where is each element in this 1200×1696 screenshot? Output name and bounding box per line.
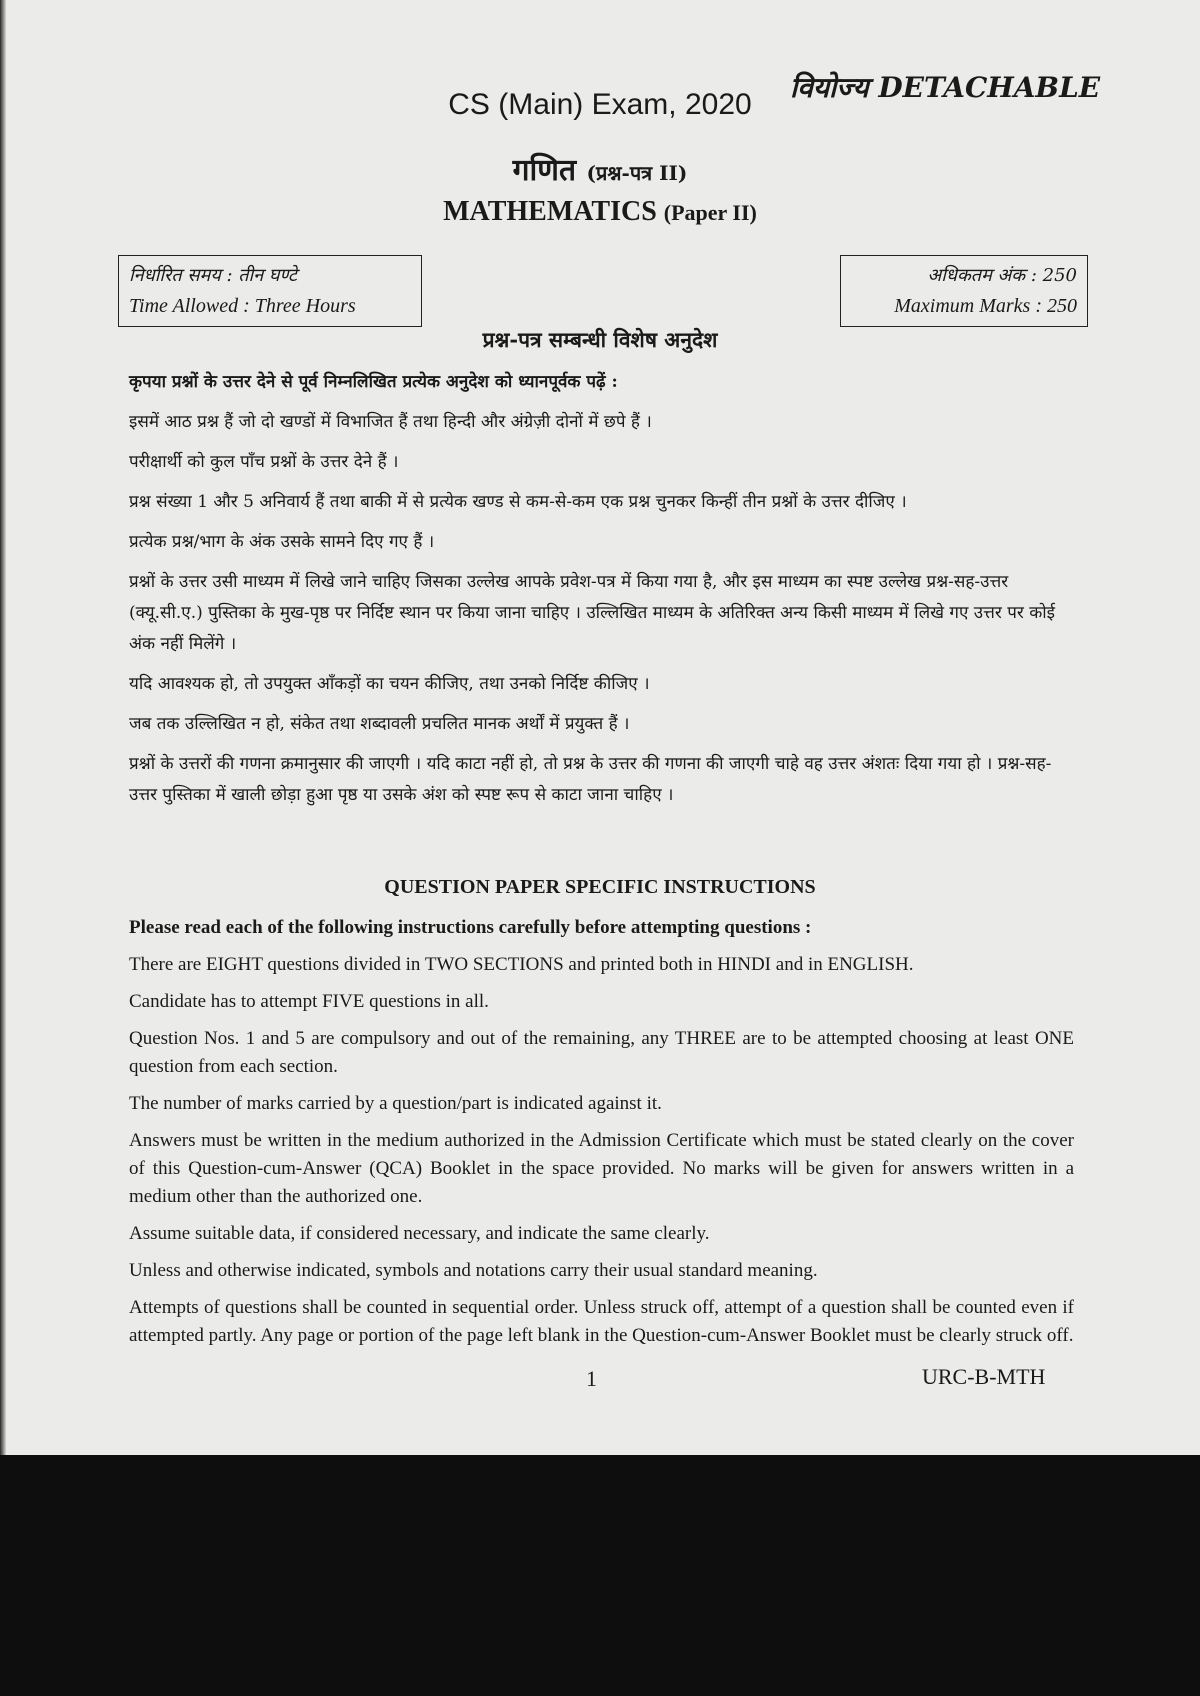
english-instruction: Answers must be written in the medium authorized in the Admission Certificate which must be stated clearly on the cover of this Question-cum-Answer (QCA) Booklet in the space provided. No marks will be given for answers written in a medium other than the authorized one. <box>129 1130 1074 1207</box>
english-instruction: Unless and otherwise indicated, symbols and notations carry their usual standard meaning. <box>129 1260 818 1281</box>
hindi-intro: कृपया प्रश्नों के उत्तर देने से पूर्व निम्नलिखित प्रत्येक अनुदेश को ध्यानपूर्वक पढ़ें : <box>129 372 618 392</box>
english-instruction: Question Nos. 1 and 5 are compulsory and out of the remaining, any THREE are to be attempted choosing at least ONE question from each section. <box>129 1028 1074 1077</box>
hindi-instructions-heading: प्रश्न-पत्र सम्बन्धी विशेष अनुदेश <box>482 327 718 352</box>
page-number: 1 <box>586 1366 597 1391</box>
subject-english: MATHEMATICS <box>443 196 657 227</box>
subject-title-hindi <box>0 148 1200 189</box>
paper-hindi: (प्रश्न-पत्र II) <box>586 161 688 185</box>
english-instruction: The number of marks carried by a question/part is indicated against it. <box>129 1093 662 1114</box>
scan-background <box>0 1455 1200 1696</box>
exam-title: CS (Main) Exam, 2020 <box>448 88 752 121</box>
maximum-marks-box <box>840 255 1088 327</box>
english-instruction: There are EIGHT questions divided in TWO SECTIONS and printed both in HINDI and in ENGLISH. <box>129 954 914 975</box>
time-allowed-english: Time Allowed : Three Hours <box>129 295 356 317</box>
subject-hindi: गणित <box>512 153 577 188</box>
maximum-marks-english: Maximum Marks : 250 <box>894 295 1077 317</box>
english-instruction: Candidate has to attempt FIVE questions in all. <box>129 991 489 1012</box>
hindi-instructions <box>129 367 1074 820</box>
paper-code: URC-B-MTH <box>922 1364 1046 1389</box>
hindi-instruction: यदि आवश्यक हो, तो उपयुक्त आँकड़ों का चयन कीजिए, तथा उनको निर्दिष्ट कीजिए । <box>129 674 650 694</box>
english-instructions <box>129 914 1074 1359</box>
maximum-marks-hindi: अधिकतम अंक : 250 <box>927 265 1077 286</box>
hindi-instruction: प्रत्येक प्रश्न/भाग के अंक उसके सामने दिए गए हैं । <box>129 532 435 552</box>
english-instructions-heading: QUESTION PAPER SPECIFIC INSTRUCTIONS <box>384 876 816 898</box>
hindi-instruction: इसमें आठ प्रश्न हैं जो दो खण्डों में विभाजित हैं तथा हिन्दी और अंग्रेज़ी दोनों में छपे हैं । <box>129 412 652 432</box>
subject-title-english <box>0 196 1200 228</box>
hindi-instruction: जब तक उल्लिखित न हो, संकेत तथा शब्दावली प्रचलित मानक अर्थों में प्रयुक्त हैं । <box>129 714 630 734</box>
hindi-instruction: प्रश्न संख्या 1 और 5 अनिवार्य हैं तथा बाकी में से प्रत्येक खण्ड से कम-से-कम एक प्रश्न चुनकर किन्हीं तीन प्रश्नों के उत्तर दीजिए । <box>129 492 907 512</box>
detachable-label: वियोज्य DETACHABLE <box>790 71 1101 104</box>
time-allowed-hindi: निर्धारित समय : तीन घण्टे <box>129 265 297 286</box>
hindi-instruction: प्रश्नों के उत्तरों की गणना क्रमानुसार की जाएगी । यदि काटा नहीं हो, तो प्रश्न के उत्तर की गणना की जाएगी चाहे वह उत्तर अंशतः दिया गया हो । प्रश्न-सह-उत्तर पुस्तिका में खाली छोड़ा हुआ पृष्ठ या उसके अंश को स्पष्ट रूप से काटा जाना चाहिए । <box>129 754 1052 805</box>
paper-english: (Paper II) <box>663 200 757 225</box>
time-allowed-box <box>118 255 422 327</box>
english-instruction: Attempts of questions shall be counted in sequential order. Unless struck off, attempt of a question shall be counted even if attempted partly. Any page or portion of the page left blank in the Question-cum-Answer Booklet must be clearly struck off. <box>129 1297 1074 1346</box>
hindi-instruction: प्रश्नों के उत्तर उसी माध्यम में लिखे जाने चाहिए जिसका उल्लेख आपके प्रवेश-पत्र में किया गया है, और इस माध्यम का स्पष्ट उल्लेख प्रश्न-सह-उत्तर (क्यू.सी.ए.) पुस्तिका के मुख-पृष्ठ पर निर्दिष्ट स्थान पर किया जाना चाहिए । उल्लिखित माध्यम के अतिरिक्त अन्य किसी माध्यम में लिखे गए उत्तर पर कोई अंक नहीं मिलेंगे । <box>129 572 1056 654</box>
english-instruction: Assume suitable data, if considered necessary, and indicate the same clearly. <box>129 1223 710 1244</box>
english-intro: Please read each of the following instructions carefully before attempting questions : <box>129 917 812 938</box>
hindi-instruction: परीक्षार्थी को कुल पाँच प्रश्नों के उत्तर देने हैं । <box>129 452 399 472</box>
